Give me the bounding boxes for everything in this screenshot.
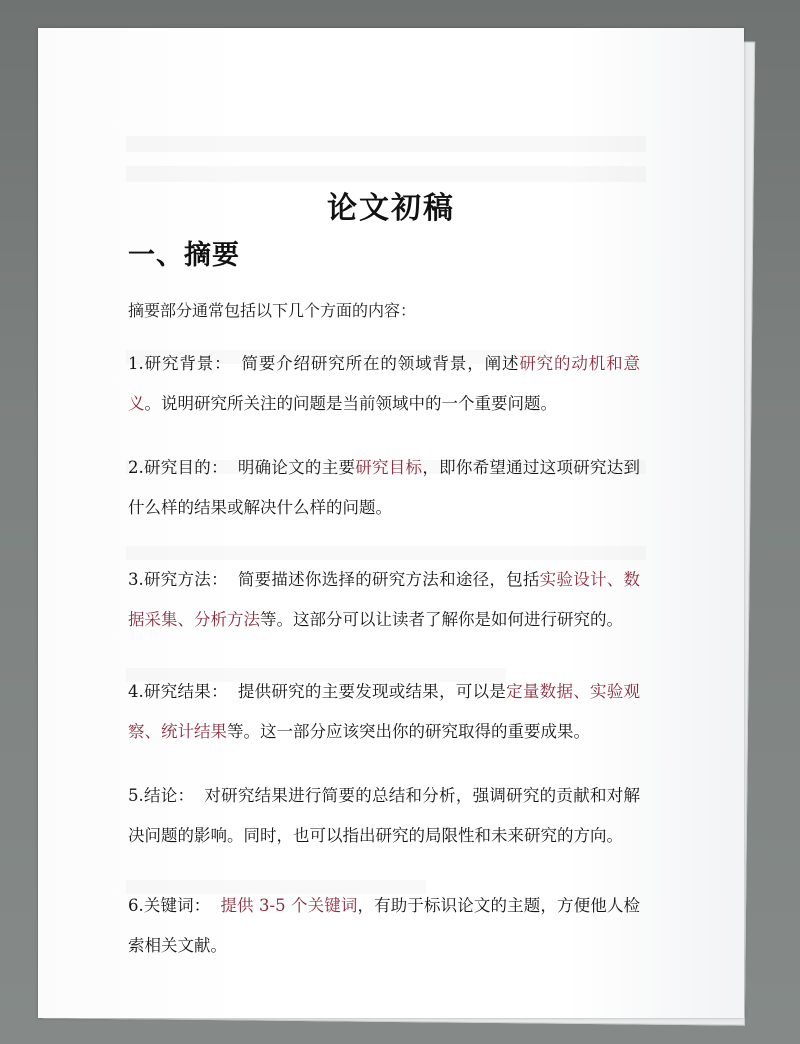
item-label: 1.研究背景：: [128, 354, 232, 373]
item-text: ，有助于标识论文的主题，方便他人检索相关文献。: [128, 896, 641, 955]
item-text: ，即你希望通过这项研究达到什么样的结果或解决什么样的问题。: [128, 458, 641, 517]
item-highlight: 提供 3-5 个关键词: [220, 896, 358, 915]
item-text: 提供研究的主要发现或结果，可以是: [237, 682, 507, 701]
item-highlight: 研究的动机和意义: [128, 354, 641, 413]
paper-sheet: [38, 28, 744, 1018]
item-label: 4.研究结果：: [128, 682, 228, 701]
item-text: 简要描述你选择的研究方法和途径，包括: [237, 570, 540, 589]
item-keywords: [128, 886, 640, 966]
item-text: 对研究结果进行简要的总结和分析，强调研究的贡献和对解决问题的影响。同时，也可以指出研究的局限性和未来研究的方向。: [128, 786, 640, 845]
item-text: 等。这部分可以让读者了解你是如何进行研究的。: [260, 610, 623, 629]
item-text: 明确论文的主要: [237, 458, 356, 477]
item-label: 5.结论：: [128, 786, 195, 805]
item-text: 。说明研究所关注的问题是当前领域中的一个重要问题。: [144, 394, 557, 413]
item-highlight: 研究目标: [355, 458, 423, 477]
item-highlight: 定量数据、实验观察、统计结果: [128, 682, 641, 741]
item-text: 简要介绍研究所在的领域背景，阐述: [241, 354, 520, 373]
item-label: 2.研究目的：: [128, 458, 228, 477]
show-through-texture: [126, 546, 646, 560]
item-conclusion: [128, 776, 640, 856]
show-through-texture: [126, 136, 646, 152]
intro-paragraph: 摘要部分通常包括以下几个方面的内容：: [128, 301, 417, 320]
document-title: 论文初稿: [327, 191, 455, 226]
show-through-texture: [126, 166, 646, 182]
section-heading: 一、摘要: [128, 240, 240, 271]
item-research-method: [128, 560, 640, 640]
item-research-results: [128, 672, 640, 752]
item-label: 6.关键词：: [128, 896, 211, 915]
item-text: 等。这一部分应该突出你的研究取得的重要成果。: [227, 722, 590, 741]
item-label: 3.研究方法：: [128, 570, 228, 589]
item-highlight: 实验设计、数据采集、分析方法: [128, 570, 641, 629]
item-research-purpose: [128, 448, 640, 528]
item-research-background: [128, 344, 640, 424]
